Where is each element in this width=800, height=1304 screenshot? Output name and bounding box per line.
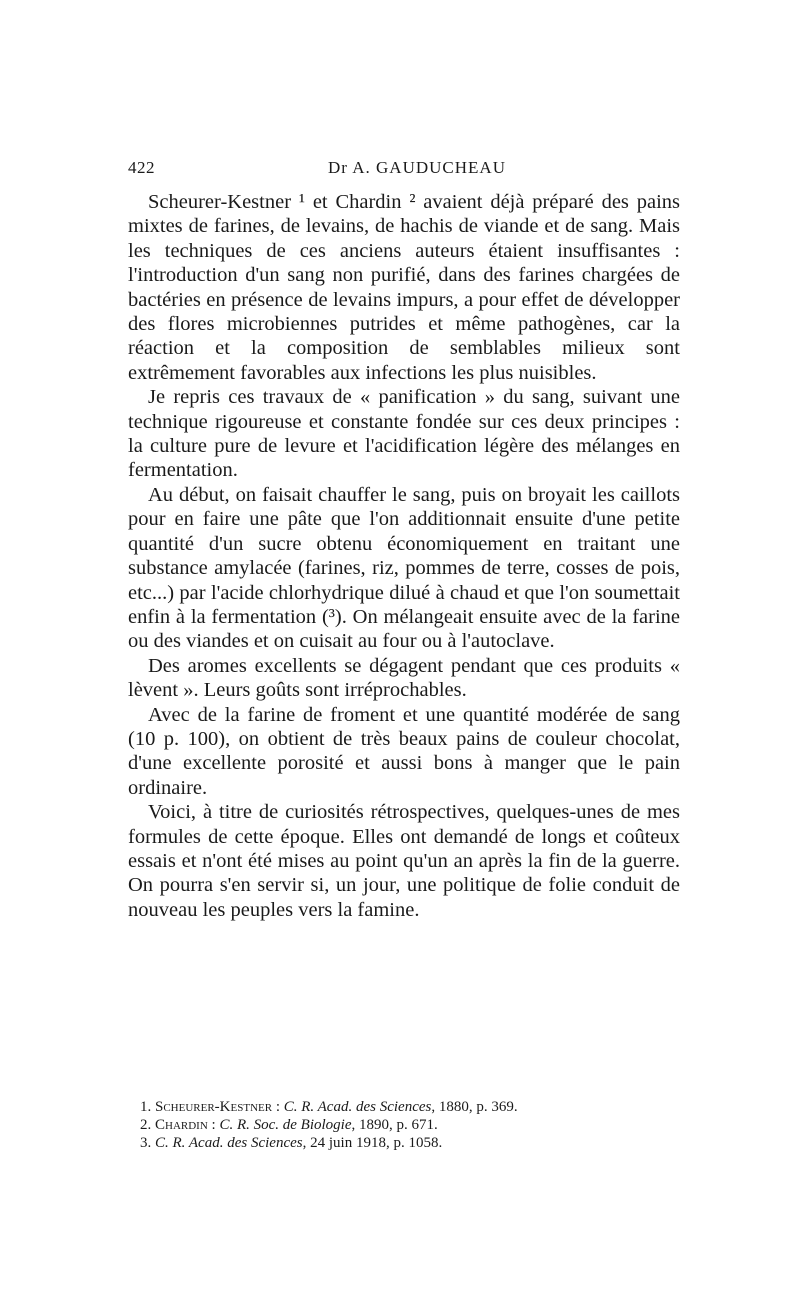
footnote-3 xyxy=(140,1134,680,1152)
paragraph-5: Avec de la farine de froment et une quantité modérée de sang (10 p. 100), on obtient de très beaux pains de couleur chocolat, d'une excellente porosité et aussi bons à manger que le pain ordinaire. xyxy=(128,703,680,799)
footnotes xyxy=(140,1098,680,1152)
footnote-source: C. R. Acad. des Sciences xyxy=(155,1135,303,1151)
page-header xyxy=(128,152,680,182)
paragraph-3: Au début, on faisait chauffer le sang, puis on broyait les caillots pour en faire une pâte que l'on additionnait ensuite d'une petite quantité d'un sucre obtenu économiquement en traitant une substance amylacée (farines, riz, pommes de terre, cosses de pois, etc...) par l'acide chlorhydrique dilué à chaud et que l'on soumettait enfin à la fermentation (³). On mélangeait ensuite avec de la farine ou des viandes et on cuisait au four ou à l'autoclave. xyxy=(128,483,680,653)
footnote-source: C. R. Acad. des Sciences xyxy=(283,1099,432,1115)
footnote-1: 1. Scheurer-Kestner : C. R. Acad. des Sciences, 1880, p. 369. xyxy=(140,1099,518,1115)
page-number: 422 xyxy=(128,158,155,177)
footnote-rest: , 24 juin 1918, p. 1058. xyxy=(302,1135,443,1151)
body-text xyxy=(128,190,680,922)
paragraph-6: Voici, à titre de curiosités rétrospectives, quelques-unes de mes formules de cette époque. Elles ont demandé de longs et coûteux essais et n'ont été mises au point qu'un an après la fin de la guerre. On pourra s'en servir si, un jour, une politique de folie conduit de nouveau les peuples vers la famine. xyxy=(128,801,680,921)
running-title: Dr A. GAUDUCHEAU xyxy=(328,158,506,177)
footnote-number: 3. xyxy=(140,1135,152,1151)
footnote-source: C. R. Soc. de Biologie xyxy=(219,1117,352,1133)
footnote-author: Chardin xyxy=(155,1117,208,1133)
footnote-number: 1. xyxy=(140,1099,152,1115)
footnote-rest: , 1890, p. 671. xyxy=(351,1117,438,1133)
footnote-author: Scheurer-Kestner xyxy=(155,1099,273,1115)
footnote-number: 2. xyxy=(140,1117,152,1133)
paragraph-4: Des aromes excellents se dégagent pendant que ces produits « lèvent ». Leurs goûts sont irréprochables. xyxy=(128,654,680,702)
footnote-rest: , 1880, p. 369. xyxy=(431,1099,518,1115)
paragraph-1: Scheurer-Kestner ¹ et Chardin ² avaient déjà préparé des pains mixtes de farines, de levains, de hachis de viande et de sang. Mais les techniques de ces anciens auteurs étaient insuffisantes : l'introduction d'un sang non purifié, dans des farines chargées de bactéries en présence de levains impurs, a pour effet de développer des flores microbiennes putrides et même pathogènes, car la réaction et la composition de semblables milieux sont extrêmement favorables aux infections les plus nuisibles. xyxy=(128,191,680,384)
paragraph-2: Je repris ces travaux de « panification » du sang, suivant une technique rigoureuse et constante fondée sur ces deux principes : la culture pure de levure et l'acidification légère des mélanges en fermentation. xyxy=(128,386,680,482)
footnote-2: 2. Chardin : C. R. Soc. de Biologie, 1890, p. 671. xyxy=(140,1117,438,1133)
